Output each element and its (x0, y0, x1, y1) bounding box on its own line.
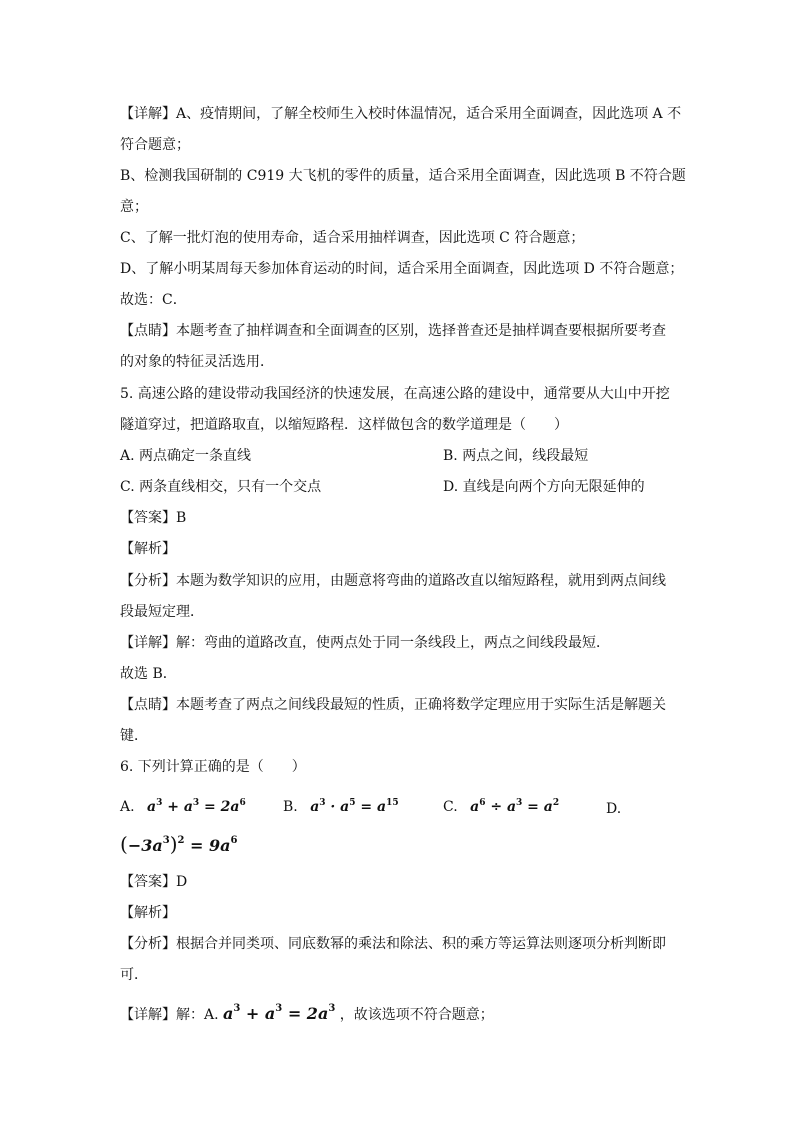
answer-label: 【答案】D (120, 874, 188, 890)
text-line: 故选 B． (120, 666, 177, 682)
text-line: 键． (120, 728, 148, 744)
text-line: 的对象的特征灵活选用． (120, 354, 274, 370)
question-5-option-b: B. 两点之间，线段最短 (443, 448, 589, 464)
text-line: B、检测我国研制的 C919 大飞机的零件的质量，适合采用全面调查，因此选项 B 不符合题 (120, 168, 686, 184)
answer-label: 【答案】B (120, 510, 187, 526)
analysis-label: 【解析】 (120, 905, 176, 921)
option-label: B. (283, 799, 298, 815)
text-line: 【点睛】本题考查了抽样调查和全面调查的区别，选择普查还是抽样调查要根据所要考查 (120, 323, 666, 339)
formula: $a^6 \div a^3 = a^2$ (470, 798, 560, 815)
formula: $a^3 + a^3 = 2a^3$ (223, 1003, 336, 1023)
text-line: 【分析】本题为数学知识的应用，由题意将弯曲的道路改直以缩短路程，就用到两点间线 (120, 573, 666, 589)
question-5-stem: 隧道穿过，把道路取直，以缩短路程．这样做包含的数学道理是（ ） (120, 417, 568, 433)
text-line: 【点睛】本题考查了两点之间线段最短的性质，正确将数学定理应用于实际生活是解题关 (120, 697, 666, 713)
text-line: C、了解一批灯泡的使用寿命，适合采用抽样调查，因此选项 C 符合题意； (120, 230, 585, 246)
text-line: 【详解】A、疫情期间，了解全校师生入校时体温情况，适合采用全面调查，因此选项 A 不 (120, 106, 682, 122)
question-6-option-c (443, 797, 559, 817)
question-5-stem: 5. 高速公路的建设带动我国经济的快速发展，在高速公路的建设中，通常要从大山中开挖 (120, 386, 670, 402)
text-line: D、了解小明某周每天参加体育运动的时间，适合采用全面调查，因此选项 D 不符合题意； (120, 261, 684, 277)
option-label: A. (120, 799, 135, 815)
question-6-option-d: D. (606, 801, 622, 817)
text-line: 故选：C． (120, 292, 187, 308)
question-6-option-a (120, 797, 246, 817)
question-6-stem: 6. 下列计算正确的是（ ） (120, 759, 306, 775)
text-line: 可． (120, 967, 148, 983)
text-line: 符合题意； (120, 137, 190, 153)
analysis-label: 【解析】 (120, 541, 176, 557)
text-line: 【分析】根据合并同类项、同底数幂的乘法和除法、积的乘方等运算法则逐项分析判断即 (120, 936, 666, 952)
formula: $a^3 \cdot a^5 = a^{15}$ (310, 798, 399, 815)
formula: $(-3a^3)^2 = 9a^6$ (120, 832, 238, 856)
text-line: 段最短定理． (120, 604, 204, 620)
question-5-option-a: A. 两点确定一条直线 (120, 448, 252, 464)
text-line: 意； (120, 199, 148, 215)
detail-line: 【详解】解：A. $a^3 + a^3 = 2a^3$ ，故该选项不符合题意； (120, 1003, 494, 1023)
text-line: 【详解】解：弯曲的道路改直，使两点处于同一条线段上，两点之间线段最短． (120, 635, 610, 651)
question-6-option-d-formula (120, 834, 238, 857)
formula: $a^3 + a^3 = 2a^6$ (147, 798, 246, 815)
option-label: C. (443, 799, 458, 815)
question-5-option-c: C. 两条直线相交，只有一个交点 (120, 479, 322, 495)
question-6-option-b (283, 797, 399, 817)
question-5-option-d: D. 直线是向两个方向无限延伸的 (443, 479, 645, 495)
